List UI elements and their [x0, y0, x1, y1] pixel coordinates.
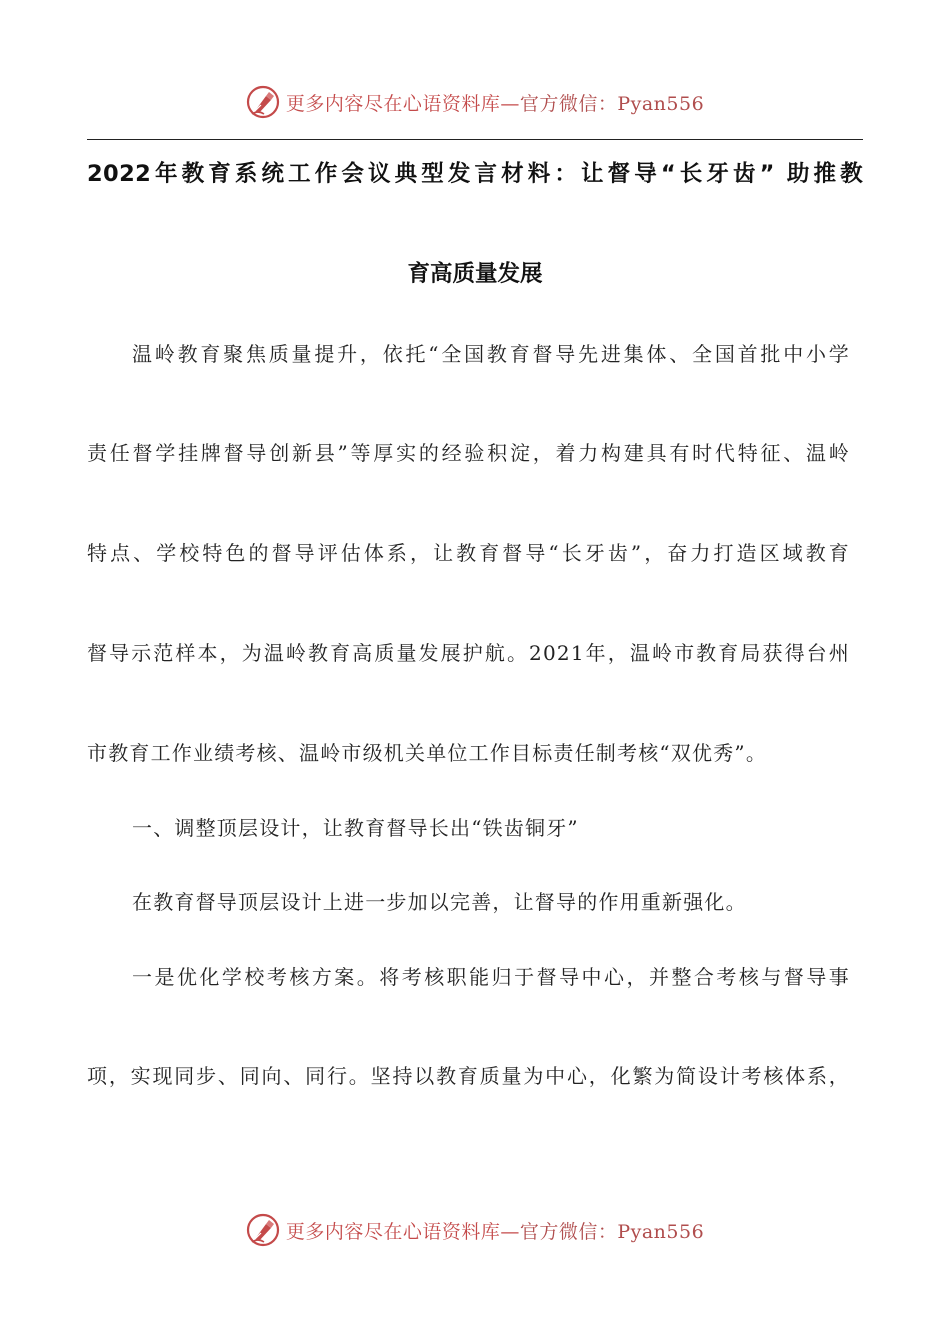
- header-banner-dash: —: [500, 92, 520, 115]
- document-title-line1: 2022年教育系统工作会议典型发言材料：让督导“长牙齿” 助推教: [87, 161, 863, 187]
- paragraph1-line2: 责任督学挂牌督导创新县”等厚实的经验积淀，着力构建具有时代特征、温岭: [87, 441, 850, 465]
- footer-banner: [0, 1210, 950, 1250]
- footer-banner-title: 更多内容尽在心语资料库: [285, 1220, 501, 1243]
- paragraph2-line1: 在教育督导顶层设计上进一步加以完善，让督导的作用重新强化。: [132, 890, 747, 914]
- document-title-line2: 育高质量发展: [407, 261, 543, 287]
- header-banner-title: 更多内容尽在心语资料库: [285, 92, 501, 115]
- section-heading-1: 一、调整顶层设计，让教育督导长出“铁齿铜牙”: [132, 816, 579, 840]
- footer-banner-dash: —: [500, 1220, 520, 1243]
- header-banner: [0, 82, 950, 122]
- paragraph1-line3: 特点、学校特色的督导评估体系，让教育督导“长牙齿”，奋力打造区域教育: [87, 541, 850, 565]
- paragraph1-line5: 市教育工作业绩考核、温岭市级机关单位工作目标责任制考核“双优秀”。: [87, 741, 768, 765]
- header-banner-text: [286, 89, 704, 116]
- header-banner-contact: 官方微信：Pyan556: [519, 92, 705, 115]
- pen-nib-logo-icon: [246, 1213, 280, 1247]
- paragraph3-line1: 一是优化学校考核方案。将考核职能归于督导中心，并整合考核与督导事: [132, 965, 850, 989]
- footer-banner-text: [286, 1217, 704, 1244]
- footer-banner-contact: 官方微信：Pyan556: [519, 1220, 705, 1243]
- paragraph3-line2: 项，实现同步、同向、同行。坚持以教育质量为中心，化繁为简设计考核体系，: [87, 1064, 850, 1088]
- pen-nib-logo-icon: [246, 85, 280, 119]
- paragraph1-line1: 温岭教育聚焦质量提升，依托“全国教育督导先进集体、全国首批中小学: [132, 342, 850, 366]
- paragraph1-line4: 督导示范样本，为温岭教育高质量发展护航。2021年，温岭市教育局获得台州: [87, 641, 850, 665]
- header-divider: [87, 139, 863, 140]
